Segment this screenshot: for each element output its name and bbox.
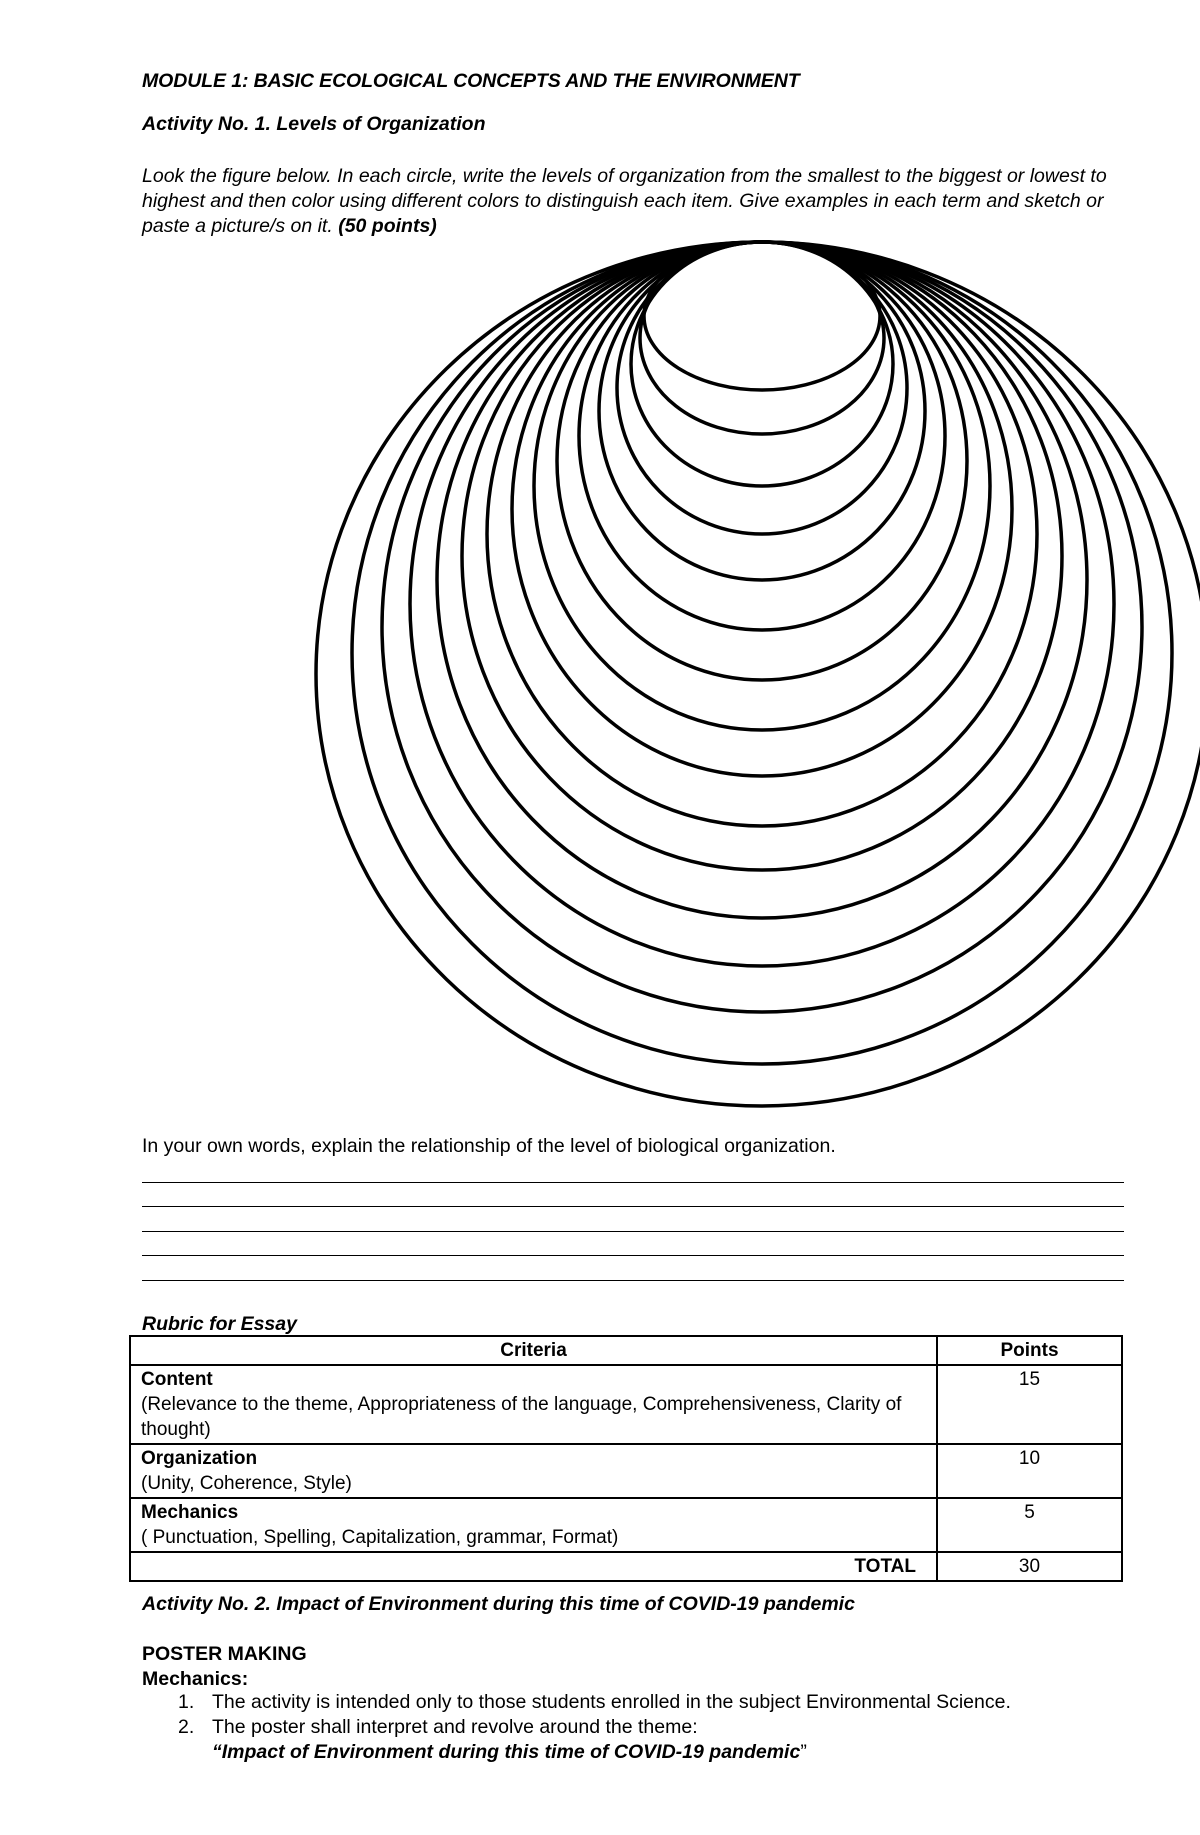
criteria-header: Criteria [130, 1336, 937, 1365]
criteria-cell [130, 1444, 937, 1498]
level-circle [644, 242, 880, 390]
criteria-cell [130, 1498, 937, 1552]
activity2-title: Activity No. 2. Impact of Environment during this time of COVID-19 pandemic [142, 1593, 855, 1615]
mechanics-list [142, 1690, 1011, 1765]
module-title: MODULE 1: BASIC ECOLOGICAL CONCEPTS AND THE ENVIRONMENT [142, 70, 800, 92]
explain-prompt: In your own words, explain the relationship of the level of biological organization. [142, 1135, 836, 1157]
levels-of-organization-circles [314, 238, 1200, 1108]
criteria-desc: (Unity, Coherence, Style) [141, 1473, 352, 1494]
poster-making-heading: POSTER MAKING [142, 1643, 307, 1665]
points-note: (50 points) [338, 215, 437, 237]
answer-line[interactable] [142, 1183, 1124, 1208]
points-cell: 10 [937, 1444, 1122, 1498]
answer-line[interactable] [142, 1256, 1124, 1281]
activity1-title: Activity No. 1. Levels of Organization [142, 113, 486, 135]
answer-lines [142, 1158, 1124, 1281]
list-text: The activity is intended only to those students enrolled in the subject Environmental Science. [212, 1691, 1011, 1713]
points-header: Points [937, 1336, 1122, 1365]
theme-close-quote: ” [800, 1741, 807, 1763]
table-row [130, 1444, 1122, 1498]
criteria-name: Mechanics [141, 1502, 239, 1523]
list-item [178, 1715, 1011, 1740]
criteria-name: Organization [141, 1448, 258, 1469]
rubric-table [129, 1335, 1123, 1582]
total-label: TOTAL [130, 1552, 937, 1581]
level-circle [640, 242, 884, 434]
level-circle [382, 242, 1142, 1012]
list-item [178, 1690, 1011, 1715]
points-cell: 5 [937, 1498, 1122, 1552]
poster-theme: “Impact of Environment during this time of COVID-19 pandemic [212, 1741, 801, 1763]
level-circle [512, 242, 1012, 776]
criteria-name: Content [141, 1369, 213, 1390]
level-circle [579, 242, 945, 630]
total-row [130, 1552, 1122, 1581]
list-number: 1. [178, 1691, 195, 1713]
criteria-cell [130, 1365, 937, 1444]
mechanics-heading: Mechanics: [142, 1668, 249, 1690]
criteria-desc: ( Punctuation, Spelling, Capitalization, grammar, Format) [141, 1527, 619, 1548]
table-row [130, 1365, 1122, 1444]
instructions-text: Look the figure below. In each circle, write the levels of organization from the smallest to the biggest or lowest to highest and then color using different colors to distinguish each item. Give examples in each term and sketch or paste a picture/s on it. [142, 165, 1107, 237]
theme-line [212, 1740, 1011, 1765]
level-circle [557, 242, 967, 680]
rubric-header-row [130, 1336, 1122, 1365]
answer-line[interactable] [142, 1232, 1124, 1257]
criteria-desc: (Relevance to the theme, Appropriateness of the language, Comprehensiveness, Clarity of thought) [141, 1394, 902, 1440]
list-text: The poster shall interpret and revolve around the theme: [212, 1716, 698, 1738]
answer-line[interactable] [142, 1158, 1124, 1183]
list-number: 2. [178, 1716, 195, 1738]
rubric-title: Rubric for Essay [142, 1313, 297, 1335]
points-cell: 15 [937, 1365, 1122, 1444]
answer-line[interactable] [142, 1207, 1124, 1232]
level-circle [599, 242, 925, 580]
total-points: 30 [937, 1552, 1122, 1581]
level-circle [410, 242, 1114, 966]
table-row [130, 1498, 1122, 1552]
activity1-instructions [142, 164, 1132, 239]
